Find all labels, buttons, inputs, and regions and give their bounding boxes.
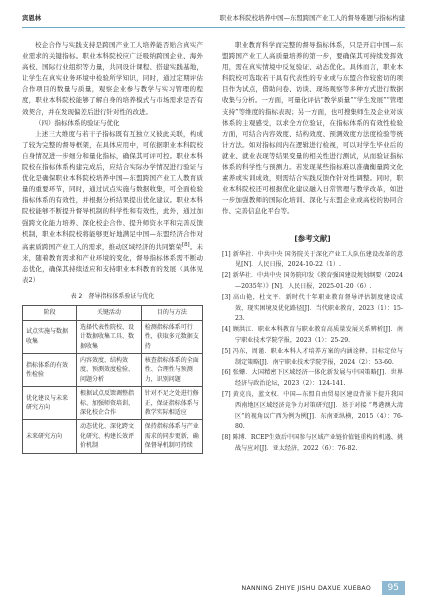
table-cell-purpose: 保持指标体系与产业需求的同步更新，确保督导机制可持续 [141,420,202,453]
table-cell-purpose: 检测指标体系可行性，获取多元数据支持 [141,320,202,353]
table-cell-stage: 指标体系的有效性检验 [23,353,77,386]
table-cell-activities: 内容效度、结构效度、预测效度检验、问题分析 [77,353,142,386]
reference-item: [7] 黄克良，蓝文权．中国—东盟自由贸易区建设背景下提升我国西南地区区域经济竞争力对策研究[J]．基于对接 “粤港澳大湾区”的视角以广西为例为例[J]．东南亚纵横，2015（4）：76-80. [222,390,403,431]
paragraph-validation-tail: 。未来，随着教育需求和产业环境的变化，督导指标体系需不断动态优化，确保其持续适应和支持职业本科教育的发展（具体见表2） [22,242,204,285]
table-cell-stage: 试点实施与数据收集 [23,320,77,353]
table-cell-stage: 未来研究方向 [23,420,77,453]
table-cell-activities: 动态优化、深化跨文化研究、构建长效评价机制 [77,420,142,453]
table-cell-purpose: 针对不足之处进行修正，保证指标体系与教学实际相适应 [141,387,202,420]
reference-item: [8] 陈博．RCEP生效后中国参与区域产业链价值链重构的机遇、挑战与应对[J]．亚太经济，2022（6）：76-82. [222,434,403,452]
right-column [222,40,403,455]
table-row [23,387,203,420]
table-cell-stage: 优化建议与未来研究方向 [23,387,77,420]
page-number: 95 [382,581,405,595]
reference-item: [5] 冯东，周谨．职业本科人才培养方案的内涵诠释、目标定位与制定策略[J]．南宁职业技术学院学报，2024（2）：53-60. [222,347,403,366]
section-heading: （四）指标体系的验证与优化 [35,118,120,127]
citation-mark: [8] [182,241,190,248]
table-row [23,420,203,453]
left-column [22,40,203,454]
table-caption: 表 2 督导指标体系验证与优化 [70,293,155,301]
header-title: 职业本科院校培养中国—东盟跨国产业工人的督导难题与指标构建 [219,14,405,22]
page-footer [22,581,405,597]
paragraph-partnership: 校企合作与实践支持是跨国产业工人培养能否贴合真实产业需求的关键指标。职业本科院校应广泛吸纳跨国企业、海外高校、国际行业组织等力量，共同设计课程、搭建实践基地，让学生在真实业务环境中检验所学知识，同时，通过定期评估合作项目的数量与质量，观察企业参与教学与实习管理的程度，职业本科院校能够了解自身的培养模式与市场需求是否有效契合，并在发现偏差后进行针对性的改进。 [22,41,203,116]
paragraph-validation [22,129,203,286]
paragraph-conclusion: 职业教育科学而完整的督导指标体系，只是开启中国—东盟跨国产业工人高质量培养的第一步，要确保其可持续发挥效用，需在真实情境中反复验证、动态优化。具体而言，职业本科院校可选取若干具有代表性的专业或与东盟合作较密切的项目作为试点，借助问卷、访谈、现场观察等多种方式进行数据收集与分析。一方面，可量化评估“教学质量”“学生发展”“管理支持”等维度的指标表现；另一方面，也可搜集师生及企业对该体系的主观感受，以求全方位验证，在指标体系的有效性检验方面，可结合内容效度、结构效度、预测效度方法度检验等统计方法。如对指标间内在逻辑进行检视，可以对学生毕业后的就业、就业表现等结果变量的相关性进行测试，从而验证指标体系的科学性与预测力。若发现某些指标难以准确衡量跨文化素养或实训成效，则需结合实践反馈作针对性调整。同时，职业本科院校还可根据优化建议融入日常管理与教学改革，如进一步加强教师的国际化培训、深化与东盟企业或高校的协同合作、完善信息化平台等。 [222,41,403,216]
table-row [23,353,203,386]
validation-table [22,305,203,453]
journal-name: NANNING ZHIYE JISHU DAXUE XUEBAO [241,585,371,592]
reference-item: [6] 张姗．大国精密下区域经济一体化新发展与中国策略[J]．世界经济与政治论坛，2023（2）：124-141. [222,369,403,388]
reference-item: [1] 新华社．中共中央 国务院关于深化产业工人队伍建设改革的意见[N]．人民日报，2024-10-22（1）. [222,250,403,269]
reference-item: [3] 高山艳，杜文平．新时代十年职业教育督导评估制度建设成效、现实困境及优化路径[J]．当代职业教育，2023（1）：15-23. [222,293,403,323]
table-header-row [23,306,203,320]
table-header-activities: 关键活动 [77,306,142,320]
table-row [23,320,203,353]
table-cell-activities: 选择代表性院校、设计数据收集工具、数据收集 [77,320,142,353]
table-header-purpose: 目的与方法 [141,306,202,320]
reference-item: [2] 新华社．中共中央 国务院印发《教育强国建设规划纲要（2024—2035年）》[N]．人民日报，2025-01-20（6）. [222,272,403,290]
header-author: 宾恩林 [22,14,42,22]
references-title: [参考文献] [294,233,331,243]
table-cell-activities: 根据试点反馈调整指标、加强师资培训、深化校企合作 [77,387,142,420]
paragraph-validation-text: 上述三大维度与若干子指标既有互独立又彼此关联，构成了较为完整的督导框架，在具体应用中，可依据职业本科院校自身情况进一步细分和量化指标，确保其可评可控。职业本科院校在指标体系构建完成后，应结合实际办学情况进行验证与优化是确保职业本科院校培养中国—东盟跨国产业工人教育质量的重要环节，同时，通过试点实施与数据收集，可全面检验指标体系的有效性，并根据分析结果提出优化建议。职业本科院校能够不断提升督导机制的科学性和有效性，此外，通过加强跨文化能力培养、深化校企合作、提升师资水平和完善反馈机制，职业本科院校将能够更好地满足中国—东盟经济合作对高素质跨国产业工人的需求，推动区域经济的共同繁荣 [22,129,203,251]
reference-item: [4] 顾洪江．职业本科教育与职业教育高质量发展关系辨析[J]．南宁职业技术学院学报，2023（1）：25-29. [222,326,403,344]
page-header [22,10,405,24]
table-header-stage: 阶段 [23,306,77,320]
header-rule [22,27,405,28]
table-cell-purpose: 核查指标体系的全面性、合理性与预测力，识别问题 [141,353,202,386]
references-list [222,250,403,455]
